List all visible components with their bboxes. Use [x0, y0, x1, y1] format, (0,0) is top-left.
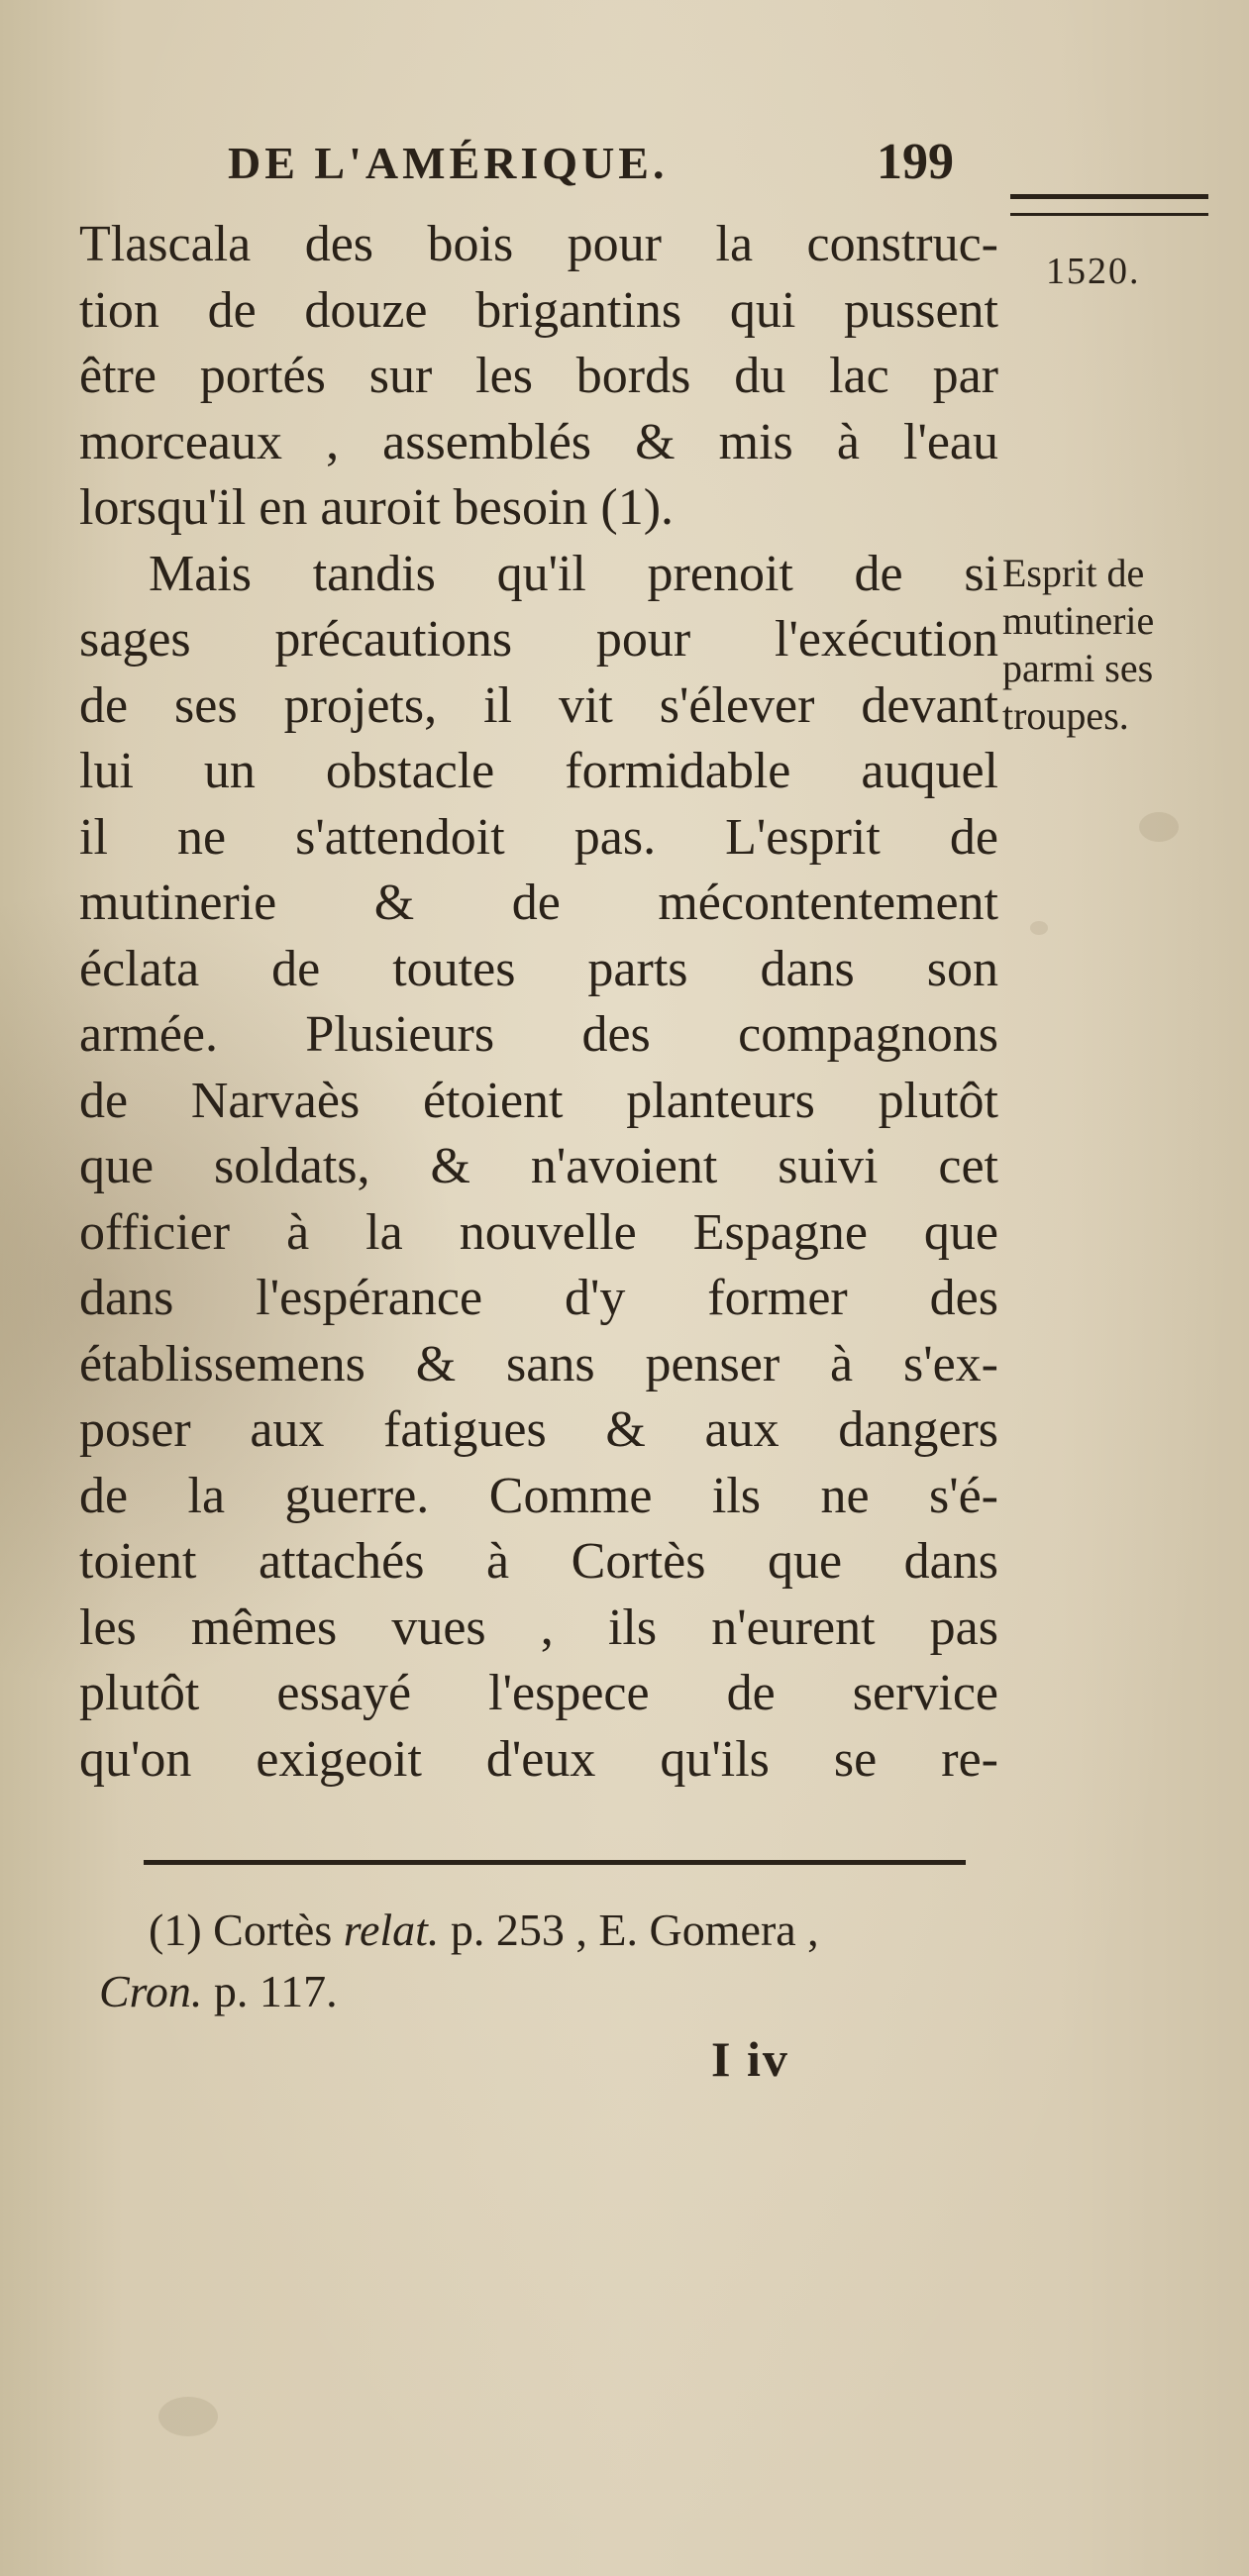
- footnote: [99, 1900, 1010, 2022]
- body-text: [79, 212, 998, 1793]
- running-head: [228, 134, 1000, 196]
- running-title: DE L'AMÉRIQUE.: [228, 138, 669, 188]
- sidenote-line: Esprit de: [1002, 551, 1145, 595]
- text-line: établissemens & sans penser à s'ex-: [79, 1335, 998, 1392]
- footnote-line-1: [149, 1900, 1010, 1961]
- footnote-line-2: [99, 1961, 1010, 2022]
- footnote-rule: [144, 1860, 966, 1865]
- margin-year: 1520.: [1046, 251, 1141, 292]
- text-line: mutinerie & de mécontentement: [79, 875, 998, 931]
- footnote-work: relat.: [343, 1905, 440, 1955]
- sidenote-line: parmi ses: [1002, 646, 1154, 690]
- text-line: morceaux , assemblés & mis à l'eau: [79, 413, 998, 470]
- paper-stain: [158, 2397, 218, 2436]
- text-line: Mais tandis qu'il prenoit de si: [149, 545, 998, 602]
- text-line: être portés sur les bords du lac par: [79, 348, 998, 404]
- text-line: que soldats, & n'avoient suivi cet: [79, 1138, 998, 1194]
- text-line: toient attachés à Cortès que dans: [79, 1533, 998, 1590]
- text-line: plutôt essayé l'espece de service: [79, 1665, 998, 1721]
- paper-stain: [1139, 812, 1179, 842]
- footnote-author: Cortès: [213, 1905, 333, 1955]
- text-line: il ne s'attendoit pas. L'esprit de: [79, 808, 998, 866]
- text-line: poser aux fatigues & aux dangers: [79, 1401, 998, 1458]
- signature-mark: I iv: [711, 2031, 789, 2087]
- sidenote-line: mutinerie: [1002, 598, 1155, 643]
- margin-sidenote: [1002, 550, 1240, 740]
- text-line: de la guerre. Comme ils ne s'é-: [79, 1467, 998, 1524]
- text-line: qu'on exigeoit d'eux qu'ils se re-: [79, 1730, 998, 1788]
- paper-stain: [1030, 921, 1048, 935]
- text-line: de Narvaès étoient planteurs plutôt: [79, 1072, 998, 1129]
- footnote-marker: (1): [149, 1905, 202, 1955]
- footnote-ref-2: p. 117.: [213, 1966, 338, 2016]
- footnote-work-2: Cron.: [99, 1966, 203, 2016]
- text-line: de ses projets, il vit s'élever devant: [79, 676, 998, 734]
- footnote-ref: p. 253 , E. Gomera ,: [450, 1905, 819, 1955]
- text-line: sages précautions pour l'exécution: [79, 611, 998, 668]
- text-line: Tlascala des bois pour la construc-: [79, 216, 998, 272]
- text-line: armée. Plusieurs des compagnons: [79, 1006, 998, 1063]
- text-line: dans l'espérance d'y former des: [79, 1270, 998, 1326]
- text-line: tion de douze brigantins qui pussent: [79, 281, 998, 339]
- page-number: 199: [877, 134, 954, 190]
- text-line: officier à la nouvelle Espagne que: [79, 1203, 998, 1261]
- text-line: lui un obstacle formidable auquel: [79, 743, 998, 799]
- text-line: les mêmes vues , ils n'eurent pas: [79, 1598, 998, 1656]
- sidenote-line: troupes.: [1002, 693, 1129, 738]
- text-line: lorsqu'il en auroit besoin (1).: [79, 479, 675, 536]
- header-rule: [1010, 194, 1208, 216]
- text-line: éclata de toutes parts dans son: [79, 940, 998, 997]
